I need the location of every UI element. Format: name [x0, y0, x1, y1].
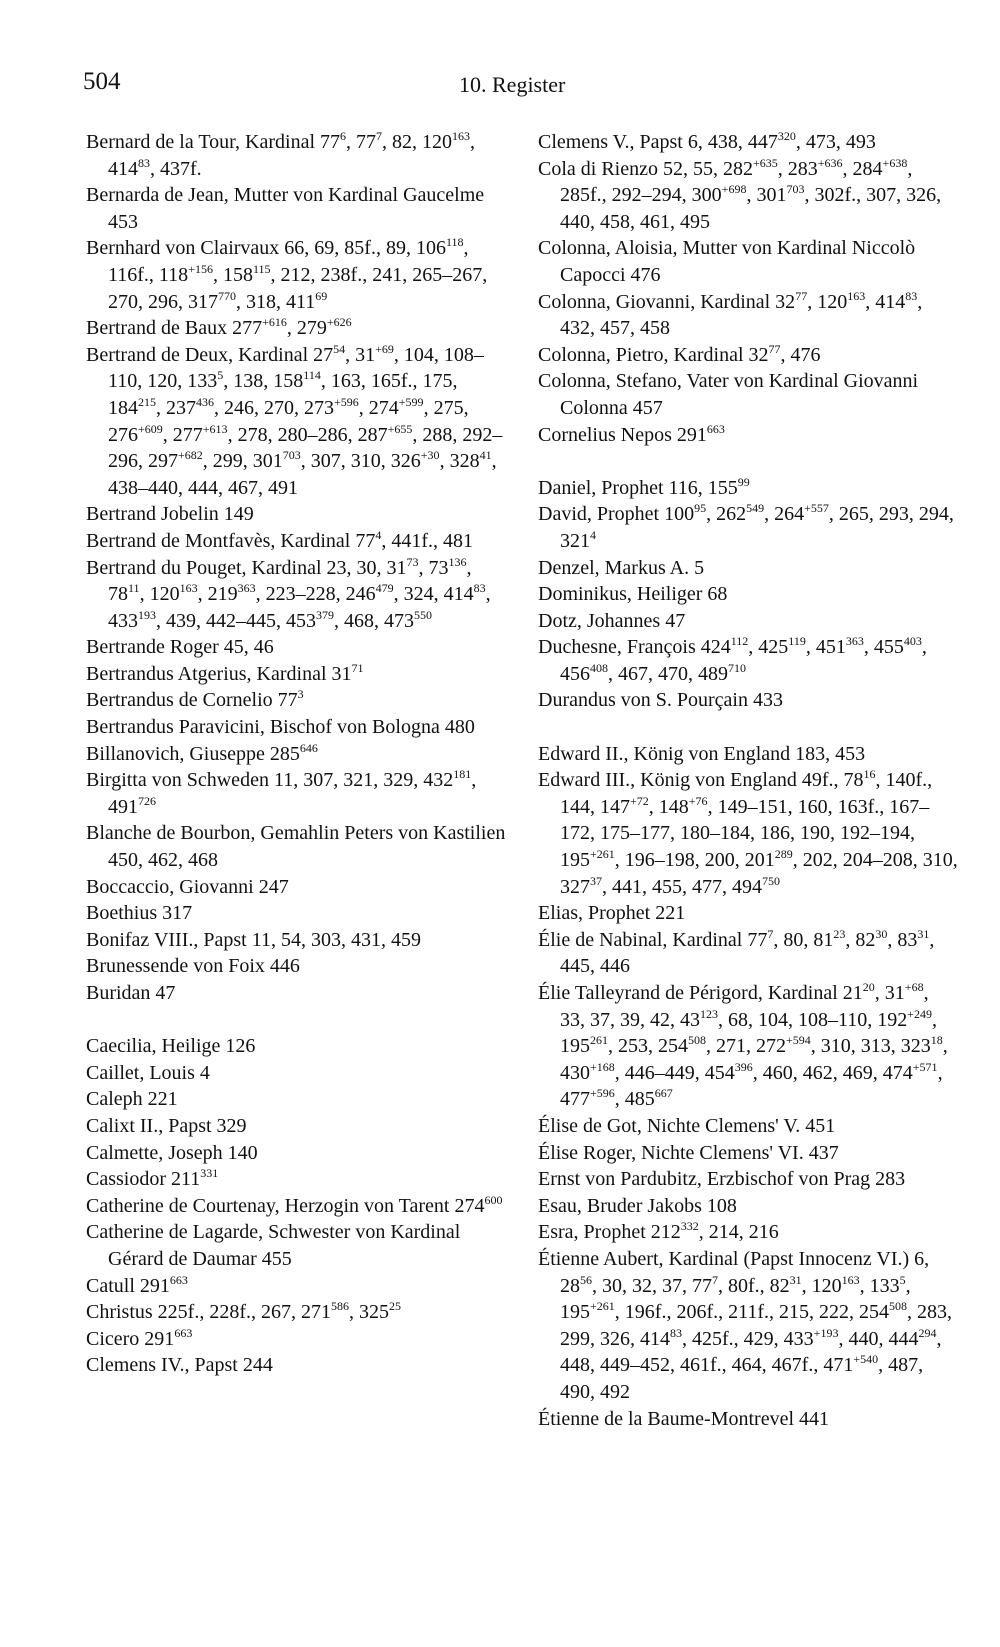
footnote-reference: 710	[728, 660, 746, 675]
footnote-reference: 6	[340, 129, 347, 143]
footnote-reference: 4	[375, 527, 382, 542]
index-entry: Bertrande Roger 45, 46	[86, 636, 274, 659]
footnote-reference: 549	[746, 501, 765, 516]
footnote-reference: +609	[138, 421, 163, 436]
index-entry: Bertrandus de Cornelio $77^3$	[86, 687, 304, 712]
footnote-reference: 99	[737, 474, 750, 489]
footnote-reference: 750	[762, 873, 780, 888]
footnote-reference: 20	[862, 980, 875, 994]
index-entry: Bernard de la Tour, Kardinal $77^6$, $77^7$, 82, $120^{163}$, $414^{83}$, 437f.	[86, 129, 476, 180]
footnote-reference: 5	[217, 368, 224, 383]
footnote-reference: 95	[694, 501, 707, 516]
footnote-reference: +682	[178, 448, 203, 463]
index-entry: Étienne de la Baume-Montrevel 441	[538, 1407, 830, 1430]
footnote-reference: 508	[688, 1033, 706, 1048]
footnote-reference: +30	[420, 448, 440, 463]
index-entry: Caecilia, Heilige 126	[86, 1035, 256, 1058]
footnote-reference: 667	[654, 1086, 673, 1101]
footnote-reference: 123	[700, 1006, 718, 1021]
index-entry: Étienne Aubert, Kardinal (Papst Innocenz VI.) 6, $28^{56}$, 30, 32, 37, $77^7$, 80f., $82^{31}$, $120^{163}$, $133^5$, $195^{+261}$, 196f., 206f., 211f., 215, 222, $254^{508}$, 283, 299, 326, $414^{83}$, 425f., 429, $433^{+193}$, 440, $444^{294}$, 448, 449–452, 461f., 464, 467f., $471^{+540}$, 487, 490, 492	[538, 1247, 953, 1403]
footnote-reference: 663	[706, 421, 725, 436]
footnote-reference: 83	[473, 581, 486, 596]
index-entry: Caleph 221	[86, 1088, 178, 1111]
footnote-reference: 73	[406, 554, 419, 569]
footnote-reference: 332	[680, 1219, 699, 1234]
index-entry: Dominikus, Heiliger 68	[538, 583, 728, 606]
running-head: 10. Register	[459, 72, 566, 97]
footnote-reference: 586	[331, 1299, 349, 1314]
footnote-reference: +698	[721, 182, 747, 197]
footnote-reference: 646	[299, 740, 318, 755]
index-entry: Durandus von S. Pourçain 433	[538, 689, 783, 712]
footnote-reference: +249	[907, 1006, 933, 1021]
footnote-reference: 41	[479, 448, 492, 463]
footnote-reference: 703	[786, 182, 805, 197]
index-entry: Colonna, Giovanni, Kardinal $32^{77}$, $120^{163}$, $414^{83}$, 432, 457, 458	[538, 288, 923, 340]
footnote-reference: +636	[817, 155, 843, 170]
footnote-reference: 163	[179, 581, 198, 596]
index-entry: Cornelius Nepos $291^{663}$	[538, 421, 725, 446]
index-entry: Esau, Bruder Jakobs 108	[538, 1194, 737, 1217]
index-entry: Ernst von Pardubitz, Erzbischof von Prag 283	[538, 1168, 906, 1191]
footnote-reference: 7	[376, 129, 383, 143]
index-entry: Cola di Rienzo 52, 55, $282^{+635}$, $283^{+636}$, $284^{+638}$, 285f., 292–294, $300^{+698}$, $301^{703}$, 302f., 307, 326, 440, 458, 461, 495	[538, 155, 942, 233]
footnote-reference: 83	[905, 288, 918, 303]
index-entry: Cassiodor $211^{331}$	[86, 1166, 219, 1191]
footnote-reference: 83	[138, 155, 150, 170]
index-entry: Calmette, Joseph 140	[86, 1141, 258, 1164]
footnote-reference: 408	[590, 660, 608, 675]
index-entry: Bernarda de Jean, Mutter von Kardinal Gaucelme 453	[86, 184, 485, 233]
footnote-reference: 396	[734, 1059, 753, 1074]
footnote-reference: 703	[282, 448, 301, 463]
index-entry: Bertrand de Deux, Kardinal $27^{54}$, $31^{+69}$, 104, 108–110, 120, $133^5$, 138, $158^{114}$, 163, 165f., 175, $184^{215}$, $237^{436}$, 246, 270, $273^{+596}$, $274^{+599}$, 275, $276^{+609}$, $277^{+613}$, 278, 280–286, $287^{+655}$, 288, 292–296, $297^{+682}$, 299, $301^{703}$, 307, 310, $326^{+30}$, $328^{41}$, 438–440, 444, 467, 491	[86, 341, 503, 499]
footnote-reference: 77	[768, 341, 781, 356]
index-entry: Blanche de Bourbon, Gemahlin Peters von Kastilien 450, 462, 468	[86, 822, 506, 872]
footnote-reference: 261	[590, 1033, 608, 1048]
footnote-reference: +594	[786, 1033, 811, 1048]
footnote-reference: +261	[590, 1299, 615, 1314]
index-entry: David, Prophet $100^{95}$, $262^{549}$, $264^{+557}$, 265, 293, 294, $321^4$	[538, 501, 954, 552]
index-entry: Esra, Prophet $212^{332}$, 214, 216	[538, 1219, 779, 1244]
index-entry: Birgitta von Schweden 11, 307, 321, 329, $432^{181}$, $491^{726}$	[86, 767, 477, 818]
footnote-reference: +655	[387, 421, 413, 436]
index-entry: Edward III., König von England 49f., $78^{16}$, 140f., 144, $147^{+72}$, $148^{+76}$, 149–151, 160, 163f., 167–172, 175–177, 180–184, 186, 190, 192–194, $195^{+261}$, 196–198, 200, $201^{289}$, 202, 204–208, 310, $327^{37}$, 441, 455, 477, $494^{750}$	[538, 767, 958, 898]
index-entry: Bertrand du Pouget, Kardinal 23, 30, $31^{73}$, $73^{136}$, $78^{11}$, $120^{163}$, $219^{363}$, 223–228, $246^{479}$, 324, $414^{83}$, $433^{193}$, 439, 442–445, $453^{379}$, 468, $473^{550}$	[86, 554, 491, 632]
index-entry: Bertrand de Montfavès, Kardinal $77^4$, 441f., 481	[86, 527, 474, 552]
footnote-reference: 331	[200, 1166, 219, 1181]
footnote-reference: 379	[316, 607, 334, 622]
index-entry: Duchesne, François $424^{112}$, $425^{119}$, $451^{363}$, $455^{403}$, $456^{408}$, 467, 470, $489^{710}$	[538, 634, 927, 685]
footnote-reference: +168	[590, 1059, 615, 1074]
index-entry: Clemens IV., Papst 244	[86, 1354, 273, 1377]
letter-group-separator	[538, 714, 958, 741]
footnote-reference: 508	[889, 1299, 908, 1314]
footnote-reference: +613	[202, 421, 228, 436]
footnote-reference: 37	[590, 873, 602, 888]
footnote-reference: 69	[315, 288, 328, 303]
footnote-reference: +616	[262, 315, 287, 330]
footnote-reference: 11	[128, 581, 140, 596]
footnote-reference: 163	[841, 1272, 860, 1287]
index-entry: Bernhard von Clairvaux 66, 69, 85f., 89, $106^{118}$, 116f., $118^{+156}$, $158^{115}$, 212, 238f., 241, 265–267, 270, 296, $317^{770}$, 318, $411^{69}$	[86, 235, 488, 313]
footnote-reference: 726	[138, 793, 156, 808]
index-entry: Colonna, Aloisia, Mutter von Kardinal Niccolò Capocci 476	[538, 237, 916, 286]
index-entry: Élie Talleyrand de Périgord, Kardinal $21^{20}$, $31^{+68}$, 33, 37, 39, 42, $43^{123}$, 68, 104, 108–110, $192^{+249}$, $195^{261}$, 253, $254^{508}$, 271, $272^{+594}$, 310, 313, $323^{18}$, $430^{+168}$, 446–449, $454^{396}$, 460, 462, 469, $474^{+571}$, $477^{+596}$, $485^{667}$	[538, 980, 948, 1111]
footnote-reference: 77	[795, 288, 808, 303]
index-entry: Bertrand Jobelin 149	[86, 503, 254, 526]
index-entry: Catherine de Lagarde, Schwester von Kardinal Gérard de Daumar 455	[86, 1221, 461, 1270]
index-column-right	[538, 129, 958, 1432]
footnote-reference: 193	[138, 607, 156, 622]
index-entry: Billanovich, Giuseppe $285^{646}$	[86, 740, 318, 765]
footnote-reference: +76	[688, 793, 708, 808]
footnote-reference: 18	[930, 1033, 943, 1048]
index-entry: Boethius 317	[86, 902, 193, 925]
index-entry: Colonna, Pietro, Kardinal $32^{77}$, 476	[538, 341, 821, 366]
index-column-left	[86, 129, 506, 1379]
footnote-reference: 320	[777, 129, 796, 143]
index-entry: Élise Roger, Nichte Clemens' VI. 437	[538, 1141, 839, 1164]
footnote-reference: +635	[752, 155, 778, 170]
index-entry: Catherine de Courtenay, Herzogin von Tarent $274^{600}$	[86, 1192, 503, 1217]
footnote-reference: +68	[904, 980, 924, 994]
page-number: 504	[83, 68, 121, 95]
footnote-reference: +557	[804, 501, 829, 516]
index-entry: Denzel, Markus A. 5	[538, 556, 705, 579]
footnote-reference: 7	[712, 1272, 718, 1287]
footnote-reference: +571	[912, 1059, 938, 1074]
footnote-reference: +540	[853, 1352, 879, 1367]
index-entry: Bonifaz VIII., Papst 11, 54, 303, 431, 459	[86, 928, 421, 951]
footnote-reference: 181	[453, 767, 472, 782]
index-entry: Brunessende von Foix 446	[86, 955, 300, 978]
footnote-reference: 663	[169, 1272, 188, 1287]
footnote-reference: +72	[630, 793, 649, 808]
index-entry: Catull $291^{663}$	[86, 1272, 188, 1297]
index-entry: Élie de Nabinal, Kardinal $77^7$, 80, $81^{23}$, $82^{30}$, $83^{31}$, 445, 446	[538, 926, 935, 978]
footnote-reference: +156	[188, 261, 213, 276]
letter-group-separator	[538, 448, 958, 475]
footnote-reference: 119	[788, 634, 806, 649]
index-entry: Clemens V., Papst 6, 438, $447^{320}$, 473, 493	[538, 129, 876, 153]
footnote-reference: 363	[845, 634, 864, 649]
footnote-reference: 114	[303, 368, 321, 383]
footnote-reference: 25	[389, 1299, 401, 1314]
index-entry: Elias, Prophet 221	[538, 902, 686, 925]
footnote-reference: 54	[333, 341, 346, 356]
index-entry: Dotz, Johannes 47	[538, 609, 686, 632]
footnote-reference: 112	[730, 634, 749, 649]
footnote-reference: 56	[580, 1272, 592, 1287]
letter-group-separator	[86, 1007, 506, 1034]
index-entry: Calixt II., Papst 329	[86, 1114, 247, 1137]
footnote-reference: 436	[196, 394, 214, 409]
footnote-reference: 83	[670, 1325, 682, 1340]
footnote-reference: +261	[590, 847, 615, 862]
footnote-reference: 136	[448, 554, 467, 569]
footnote-reference: 289	[774, 847, 793, 862]
index-entry: Christus 225f., 228f., 267, $271^{586}$, $325^{25}$	[86, 1299, 401, 1324]
index-entry: Colonna, Stefano, Vater von Kardinal Giovanni Colonna 457	[538, 370, 919, 419]
footnote-reference: 31	[917, 926, 930, 941]
footnote-reference: 16	[863, 767, 876, 782]
footnote-reference: 115	[252, 261, 271, 276]
footnote-reference: 600	[484, 1192, 503, 1207]
footnote-reference: 118	[445, 235, 464, 250]
footnote-reference: +626	[326, 315, 352, 330]
index-entry: Buridan 47	[86, 982, 176, 1004]
index-entry: Boccaccio, Giovanni 247	[86, 875, 289, 898]
footnote-reference: +599	[398, 394, 424, 409]
footnote-reference: +596	[334, 394, 359, 409]
footnote-reference: 31	[789, 1272, 802, 1287]
footnote-reference: 5	[899, 1272, 906, 1287]
footnote-reference: +596	[590, 1086, 615, 1101]
footnote-reference: 71	[351, 660, 364, 675]
index-entry: Élise de Got, Nichte Clemens' V. 451	[538, 1114, 836, 1137]
footnote-reference: 479	[375, 581, 394, 596]
footnote-reference: 7	[767, 926, 774, 941]
footnote-reference: 4	[590, 527, 596, 542]
index-entry: Cicero $291^{663}$	[86, 1325, 193, 1350]
footnote-reference: 770	[218, 288, 236, 303]
footnote-reference: 550	[414, 607, 432, 622]
footnote-reference: +638	[882, 155, 908, 170]
footnote-reference: +193	[813, 1325, 839, 1340]
footnote-reference: 215	[138, 394, 156, 409]
index-entry: Daniel, Prophet 116, $155^{99}$	[538, 474, 750, 499]
index-entry: Bertrandus Paravicini, Bischof von Bologna 480	[86, 716, 475, 739]
footnote-reference: 163	[452, 129, 471, 143]
index-entry: Edward II., König von England 183, 453	[538, 742, 866, 765]
index-entry: Bertrandus Atgerius, Kardinal $31^{71}$	[86, 660, 364, 685]
index-entry: Bertrand de Baux $277^{+616}$, $279^{+626}$	[86, 315, 352, 340]
footnote-reference: 363	[237, 581, 256, 596]
footnote-reference: 3	[297, 687, 304, 702]
footnote-reference: 663	[174, 1325, 193, 1340]
footnote-reference: 294	[918, 1325, 937, 1340]
index-entry: Caillet, Louis 4	[86, 1061, 210, 1084]
footnote-reference: 30	[875, 926, 888, 941]
footnote-reference: 403	[903, 634, 922, 649]
footnote-reference: 23	[833, 926, 846, 941]
footnote-reference: 163	[847, 288, 866, 303]
footnote-reference: +69	[375, 341, 394, 356]
